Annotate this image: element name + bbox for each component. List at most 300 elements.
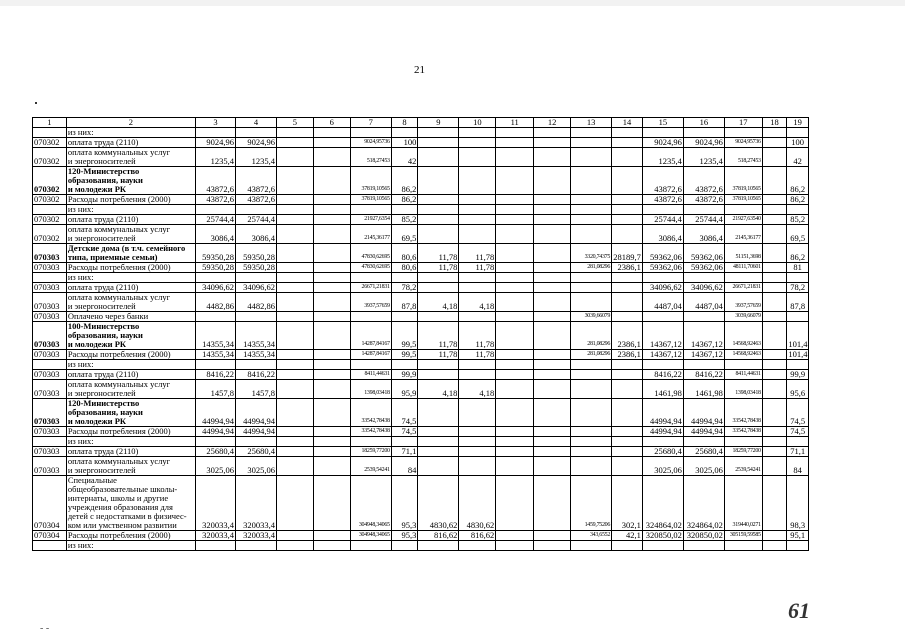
empty-cell bbox=[313, 447, 350, 457]
cell-col-7: 26671,21831 bbox=[350, 283, 391, 293]
column-number-8: 8 bbox=[391, 118, 418, 128]
cell-col-7: 14287,84167 bbox=[350, 322, 391, 350]
empty-cell bbox=[496, 541, 534, 551]
cell-col-17: 2145,36177 bbox=[724, 225, 762, 244]
cell-col-17: 305159,59585 bbox=[724, 531, 762, 541]
cell-col-4: 34096,62 bbox=[235, 283, 276, 293]
cell-col-14 bbox=[612, 437, 643, 447]
cell-col-9 bbox=[418, 370, 459, 380]
cell-col-9 bbox=[418, 437, 459, 447]
empty-cell bbox=[496, 263, 534, 273]
cell-col-8 bbox=[391, 541, 418, 551]
cell-col-19: 84 bbox=[787, 457, 809, 476]
cell-col-17 bbox=[724, 205, 762, 215]
table-row bbox=[33, 437, 809, 447]
cell-col-9 bbox=[418, 215, 459, 225]
cell-col-7 bbox=[350, 437, 391, 447]
cell-col-14: 2386,1 bbox=[612, 350, 643, 360]
cell-col-13: 281,08296 bbox=[571, 322, 612, 350]
cell-col-9: 4,18 bbox=[418, 293, 459, 312]
empty-cell bbox=[276, 399, 313, 427]
cell-col-10: 11,78 bbox=[459, 350, 496, 360]
empty-cell bbox=[276, 128, 313, 138]
empty-cell bbox=[534, 215, 571, 225]
table-row bbox=[33, 293, 809, 312]
cell-col-10 bbox=[459, 205, 496, 215]
table-row bbox=[33, 244, 809, 263]
description-line: образования, науки bbox=[67, 175, 143, 185]
cell-col-14: 2386,1 bbox=[612, 263, 643, 273]
table-row bbox=[33, 427, 809, 437]
column-number-9: 9 bbox=[418, 118, 459, 128]
empty-cell bbox=[534, 427, 571, 437]
cell-col-13: 3039,66079 bbox=[571, 312, 612, 322]
empty-cell bbox=[534, 273, 571, 283]
cell-col-7: 37819,10565 bbox=[350, 167, 391, 195]
cell-col-7 bbox=[350, 273, 391, 283]
table-row bbox=[33, 360, 809, 370]
column-number-2: 2 bbox=[66, 118, 195, 128]
cell-col-10: 4830,62 bbox=[459, 476, 496, 531]
empty-cell bbox=[276, 447, 313, 457]
row-code bbox=[33, 128, 67, 138]
cell-col-13 bbox=[571, 541, 612, 551]
cell-col-13 bbox=[571, 370, 612, 380]
cell-col-4: 320033,4 bbox=[235, 531, 276, 541]
description-line: из них: bbox=[67, 436, 94, 446]
empty-cell bbox=[762, 370, 787, 380]
cell-col-4 bbox=[235, 541, 276, 551]
column-number-18: 18 bbox=[762, 118, 787, 128]
empty-cell bbox=[276, 244, 313, 263]
cell-col-15: 3086,4 bbox=[642, 225, 683, 244]
cell-col-13: 1459,75206 bbox=[571, 476, 612, 531]
cell-col-19: 81 bbox=[787, 263, 809, 273]
cell-col-10: 4,18 bbox=[459, 293, 496, 312]
cell-col-16: 3086,4 bbox=[683, 225, 724, 244]
cell-col-3: 25680,4 bbox=[195, 447, 235, 457]
empty-cell bbox=[762, 195, 787, 205]
empty-cell bbox=[762, 244, 787, 263]
cell-col-17: 51151,3698 bbox=[724, 244, 762, 263]
cell-col-10 bbox=[459, 283, 496, 293]
table-row bbox=[33, 350, 809, 360]
empty-cell bbox=[313, 437, 350, 447]
description-line: оплата коммунальных услуг bbox=[67, 147, 171, 157]
row-code bbox=[33, 437, 67, 447]
cell-col-14 bbox=[612, 273, 643, 283]
cell-col-10: 11,78 bbox=[459, 263, 496, 273]
empty-cell bbox=[762, 380, 787, 399]
empty-cell bbox=[496, 457, 534, 476]
cell-col-17 bbox=[724, 128, 762, 138]
empty-cell bbox=[762, 128, 787, 138]
cell-col-4: 14355,34 bbox=[235, 322, 276, 350]
empty-cell bbox=[762, 399, 787, 427]
table-row bbox=[33, 205, 809, 215]
cell-col-17 bbox=[724, 360, 762, 370]
cell-col-14 bbox=[612, 457, 643, 476]
cell-col-19: 99,9 bbox=[787, 370, 809, 380]
empty-cell bbox=[762, 263, 787, 273]
cell-col-14 bbox=[612, 293, 643, 312]
empty-cell bbox=[276, 427, 313, 437]
cell-col-8: 100 bbox=[391, 138, 418, 148]
cell-col-4: 3025,06 bbox=[235, 457, 276, 476]
empty-cell bbox=[276, 457, 313, 476]
cell-col-4: 44994,94 bbox=[235, 427, 276, 437]
cell-col-9 bbox=[418, 128, 459, 138]
cell-col-13 bbox=[571, 293, 612, 312]
empty-cell bbox=[313, 531, 350, 541]
row-description bbox=[66, 283, 195, 293]
cell-col-16: 14367,12 bbox=[683, 350, 724, 360]
cell-col-13 bbox=[571, 225, 612, 244]
cell-col-4 bbox=[235, 128, 276, 138]
cell-col-10 bbox=[459, 437, 496, 447]
row-code: 070304 bbox=[33, 531, 67, 541]
cell-col-19 bbox=[787, 128, 809, 138]
description-line: Расходы потребления (2000) bbox=[67, 194, 171, 204]
cell-col-17: 319440,0271 bbox=[724, 476, 762, 531]
cell-col-13 bbox=[571, 457, 612, 476]
table-row bbox=[33, 148, 809, 167]
cell-col-9 bbox=[418, 541, 459, 551]
cell-col-3 bbox=[195, 437, 235, 447]
empty-cell bbox=[276, 273, 313, 283]
cell-col-17 bbox=[724, 273, 762, 283]
cell-col-3: 320033,4 bbox=[195, 476, 235, 531]
cell-col-8: 87,8 bbox=[391, 293, 418, 312]
empty-cell bbox=[762, 437, 787, 447]
cell-col-17: 14568,92463 bbox=[724, 350, 762, 360]
cell-col-15 bbox=[642, 205, 683, 215]
cell-col-16: 44994,94 bbox=[683, 399, 724, 427]
row-description bbox=[66, 128, 195, 138]
cell-col-17: 2539,54241 bbox=[724, 457, 762, 476]
cell-col-15: 1235,4 bbox=[642, 148, 683, 167]
cell-col-4: 1457,8 bbox=[235, 380, 276, 399]
cell-col-15: 8416,22 bbox=[642, 370, 683, 380]
empty-cell bbox=[276, 531, 313, 541]
cell-col-10 bbox=[459, 128, 496, 138]
row-description bbox=[66, 225, 195, 244]
cell-col-16: 324864,02 bbox=[683, 476, 724, 531]
cell-col-19 bbox=[787, 360, 809, 370]
cell-col-9 bbox=[418, 225, 459, 244]
empty-cell bbox=[534, 167, 571, 195]
cell-col-16: 43872,6 bbox=[683, 195, 724, 205]
empty-cell bbox=[276, 138, 313, 148]
empty-cell bbox=[762, 476, 787, 531]
cell-col-13: 281,08296 bbox=[571, 263, 612, 273]
column-number-19: 19 bbox=[787, 118, 809, 128]
empty-cell bbox=[534, 244, 571, 263]
row-description bbox=[66, 293, 195, 312]
cell-col-16 bbox=[683, 360, 724, 370]
cell-col-13: 343,6552 bbox=[571, 531, 612, 541]
cell-col-19: 101,4 bbox=[788, 349, 808, 359]
cell-col-9: 4,18 bbox=[418, 380, 459, 399]
empty-cell bbox=[762, 360, 787, 370]
cell-col-14 bbox=[612, 312, 643, 322]
empty-cell bbox=[534, 360, 571, 370]
description-line: и энергоносителей bbox=[67, 465, 136, 475]
cell-col-4: 59350,28 bbox=[235, 263, 276, 273]
description-line: типа, приемные семьи) bbox=[67, 252, 158, 262]
row-code: 070302 bbox=[33, 215, 67, 225]
cell-col-9: 11,78 bbox=[418, 244, 459, 263]
row-description bbox=[66, 447, 195, 457]
cell-col-19: 74,5 bbox=[787, 427, 809, 437]
cell-col-19: 86,2 bbox=[787, 244, 809, 263]
empty-cell bbox=[762, 350, 787, 360]
description-line: оплата коммунальных услуг bbox=[67, 456, 171, 466]
cell-col-4 bbox=[235, 312, 276, 322]
cell-col-7 bbox=[350, 360, 391, 370]
cell-col-9 bbox=[418, 360, 459, 370]
cell-col-13: 281,08296 bbox=[571, 350, 612, 360]
cell-col-3: 9024,96 bbox=[195, 138, 235, 148]
empty-cell bbox=[534, 283, 571, 293]
description-line: ком или умственном развитии bbox=[67, 520, 177, 530]
cell-col-19: 86,2 bbox=[787, 167, 809, 195]
description-line: и энергоносителей bbox=[67, 156, 136, 166]
description-line: из них: bbox=[67, 127, 94, 137]
cell-col-16: 4487,04 bbox=[683, 293, 724, 312]
cell-col-10: 816,62 bbox=[459, 531, 496, 541]
description-line: Расходы потребления (2000) bbox=[67, 349, 171, 359]
cell-col-17: 518,27453 bbox=[724, 148, 762, 167]
description-line: оплата труда (2110) bbox=[67, 214, 139, 224]
row-description bbox=[66, 148, 195, 167]
cell-col-15: 14367,12 bbox=[642, 350, 683, 360]
cell-col-19: 100 bbox=[787, 138, 809, 148]
cell-col-16 bbox=[683, 541, 724, 551]
cell-col-13 bbox=[571, 399, 612, 427]
empty-cell bbox=[534, 225, 571, 244]
cell-col-19: 69,5 bbox=[787, 225, 809, 244]
table-row bbox=[33, 263, 809, 273]
cell-col-16: 34096,62 bbox=[683, 283, 724, 293]
empty-cell bbox=[496, 370, 534, 380]
table-row bbox=[33, 457, 809, 476]
empty-cell bbox=[276, 263, 313, 273]
cell-col-7: 14287,84167 bbox=[350, 350, 391, 360]
empty-cell bbox=[762, 312, 787, 322]
cell-col-14 bbox=[612, 215, 643, 225]
cell-col-10 bbox=[459, 360, 496, 370]
cell-col-8 bbox=[391, 360, 418, 370]
empty-cell bbox=[534, 322, 571, 350]
cell-col-13 bbox=[571, 138, 612, 148]
cell-col-10 bbox=[459, 195, 496, 205]
table-row bbox=[33, 312, 809, 322]
cell-col-7: 37819,10565 bbox=[350, 195, 391, 205]
cell-col-15: 4487,04 bbox=[642, 293, 683, 312]
empty-cell bbox=[534, 205, 571, 215]
cell-col-17 bbox=[724, 541, 762, 551]
empty-cell bbox=[313, 148, 350, 167]
cell-col-15: 3025,06 bbox=[642, 457, 683, 476]
table-row bbox=[33, 128, 809, 138]
cell-col-15: 44994,94 bbox=[642, 399, 683, 427]
cell-col-16: 59362,06 bbox=[683, 244, 724, 263]
cell-col-10 bbox=[459, 370, 496, 380]
cell-col-7 bbox=[350, 205, 391, 215]
cell-col-8: 80,6 bbox=[391, 244, 418, 263]
cell-col-9 bbox=[418, 138, 459, 148]
description-line: 100-Министерство bbox=[67, 321, 140, 331]
cell-col-16 bbox=[683, 273, 724, 283]
empty-cell bbox=[762, 427, 787, 437]
cell-col-15 bbox=[642, 273, 683, 283]
empty-cell bbox=[496, 138, 534, 148]
cell-col-19 bbox=[787, 273, 809, 283]
cell-col-13 bbox=[571, 148, 612, 167]
row-code: 070303 bbox=[33, 322, 67, 350]
empty-cell bbox=[534, 148, 571, 167]
row-code: 070303 bbox=[33, 399, 67, 427]
row-code: 070303 bbox=[33, 447, 67, 457]
row-code: 070302 bbox=[33, 195, 67, 205]
empty-cell bbox=[496, 195, 534, 205]
empty-cell bbox=[762, 283, 787, 293]
cell-col-7: 304948,34065 bbox=[350, 476, 391, 531]
cell-col-15: 34096,62 bbox=[642, 283, 683, 293]
cell-col-19: 85,2 bbox=[787, 215, 809, 225]
empty-cell bbox=[276, 215, 313, 225]
row-code bbox=[33, 273, 67, 283]
empty-cell bbox=[313, 312, 350, 322]
row-code bbox=[33, 360, 67, 370]
empty-cell bbox=[534, 370, 571, 380]
description-line: 120-Министерство bbox=[67, 398, 140, 408]
empty-cell bbox=[496, 360, 534, 370]
table-row bbox=[33, 195, 809, 205]
empty-cell bbox=[762, 322, 787, 350]
cell-col-13 bbox=[571, 283, 612, 293]
cell-col-4 bbox=[235, 205, 276, 215]
description-line: и молодежи РК bbox=[67, 416, 127, 426]
empty-cell bbox=[534, 399, 571, 427]
cell-col-17: 48111,70601 bbox=[724, 263, 762, 273]
empty-cell bbox=[313, 427, 350, 437]
table-row bbox=[33, 370, 809, 380]
row-description bbox=[66, 322, 195, 350]
cell-col-15: 14367,12 bbox=[642, 322, 683, 350]
cell-col-19: 101,4 bbox=[787, 322, 809, 350]
row-description bbox=[66, 476, 195, 531]
cell-col-14: 302,1 bbox=[612, 476, 643, 531]
description-line: оплата труда (2110) bbox=[67, 446, 139, 456]
cell-col-15: 25680,4 bbox=[642, 447, 683, 457]
cell-col-4: 44994,94 bbox=[235, 399, 276, 427]
description-line: оплата коммунальных услуг bbox=[67, 379, 171, 389]
empty-cell bbox=[496, 225, 534, 244]
empty-cell bbox=[496, 205, 534, 215]
row-code: 070303 bbox=[33, 293, 67, 312]
empty-cell bbox=[313, 215, 350, 225]
cell-col-7: 304948,34065 bbox=[350, 531, 391, 541]
description-line: детей с недостатками в физичес- bbox=[67, 511, 187, 521]
column-number-3: 3 bbox=[195, 118, 235, 128]
row-description bbox=[66, 312, 195, 322]
cell-col-15 bbox=[642, 437, 683, 447]
row-description bbox=[66, 380, 195, 399]
cell-col-7: 518,27453 bbox=[350, 148, 391, 167]
cell-col-3: 320033,4 bbox=[195, 531, 235, 541]
column-number-1: 1 bbox=[33, 118, 67, 128]
corner-mark: - - bbox=[40, 623, 50, 634]
cell-col-10: 4,18 bbox=[459, 380, 496, 399]
cell-col-9 bbox=[418, 399, 459, 427]
empty-cell bbox=[276, 225, 313, 244]
empty-cell bbox=[313, 293, 350, 312]
empty-cell bbox=[313, 360, 350, 370]
cell-col-8: 80,6 bbox=[391, 263, 418, 273]
cell-col-15 bbox=[642, 360, 683, 370]
cell-col-17: 3937,57659 bbox=[724, 293, 762, 312]
cell-col-8: 69,5 bbox=[391, 225, 418, 244]
cell-col-8: 78,2 bbox=[391, 283, 418, 293]
cell-col-3: 44994,94 bbox=[195, 399, 235, 427]
cell-col-19: 87,8 bbox=[787, 293, 809, 312]
cell-col-17: 14568,92463 bbox=[724, 322, 762, 350]
empty-cell bbox=[496, 380, 534, 399]
empty-cell bbox=[534, 312, 571, 322]
empty-cell bbox=[762, 205, 787, 215]
empty-cell bbox=[762, 273, 787, 283]
empty-cell bbox=[276, 437, 313, 447]
empty-cell bbox=[762, 215, 787, 225]
description-line: Расходы потребления (2000) bbox=[67, 530, 171, 540]
description-line: и энергоносителей bbox=[67, 301, 136, 311]
empty-cell bbox=[496, 447, 534, 457]
cell-col-4: 8416,22 bbox=[235, 370, 276, 380]
cell-col-8 bbox=[391, 128, 418, 138]
row-description bbox=[66, 138, 195, 148]
table-row bbox=[33, 273, 809, 283]
table-row bbox=[33, 225, 809, 244]
empty-cell bbox=[276, 167, 313, 195]
cell-col-16 bbox=[683, 437, 724, 447]
cell-col-19: 78,2 bbox=[787, 283, 809, 293]
cell-col-4 bbox=[235, 437, 276, 447]
empty-cell bbox=[534, 263, 571, 273]
cell-col-16 bbox=[683, 205, 724, 215]
row-code: 070302 bbox=[33, 148, 67, 167]
empty-cell bbox=[313, 476, 350, 531]
empty-cell bbox=[762, 541, 787, 551]
cell-col-8: 71,1 bbox=[391, 447, 418, 457]
empty-cell bbox=[313, 244, 350, 263]
cell-col-3: 44994,94 bbox=[195, 427, 235, 437]
table-row bbox=[33, 380, 809, 399]
cell-col-14: 42,1 bbox=[612, 531, 643, 541]
cell-col-19 bbox=[787, 437, 809, 447]
description-line: из них: bbox=[67, 204, 94, 214]
empty-cell bbox=[762, 148, 787, 167]
column-number-12: 12 bbox=[534, 118, 571, 128]
description-line: образования, науки bbox=[67, 330, 143, 340]
empty-cell bbox=[313, 283, 350, 293]
row-code: 070303 bbox=[33, 263, 67, 273]
cell-col-17: 3039,66079 bbox=[724, 312, 762, 322]
cell-col-8: 95,3 bbox=[391, 531, 418, 541]
cell-col-3 bbox=[195, 205, 235, 215]
cell-col-13 bbox=[571, 447, 612, 457]
